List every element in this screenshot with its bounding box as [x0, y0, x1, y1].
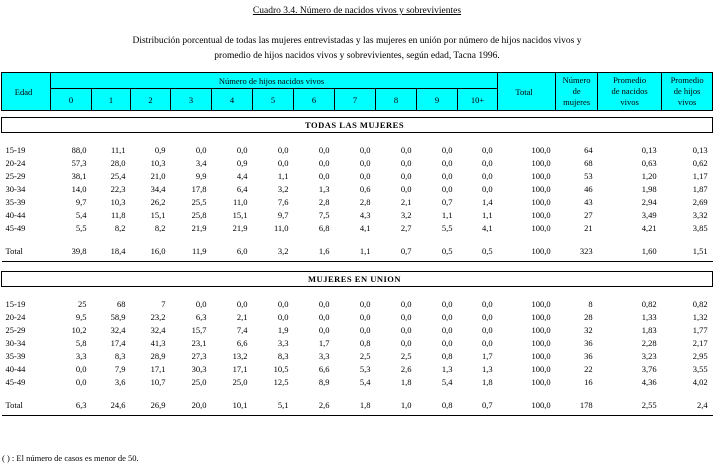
value-cell: 1,1 [481, 209, 493, 220]
value-cell: 0,8 [441, 350, 453, 361]
value-cell: 1,8 [359, 399, 371, 410]
value-cell: 88,0 [71, 144, 87, 155]
value-cell: 6,6 [318, 363, 330, 374]
table-row [2, 143, 713, 156]
value-cell: 1,8 [400, 376, 412, 387]
table-title: Cuadro 3.4. Número de nacidos vivos y sobrevivientes [252, 6, 462, 16]
age-cell: 20-24 [5, 157, 26, 168]
value-cell: 2,1 [236, 311, 248, 322]
value-cell: 0,0 [481, 144, 493, 155]
value-cell: 2,1 [400, 196, 412, 207]
value-cell: 16,0 [150, 245, 166, 256]
value-cell: 9,7 [277, 209, 289, 220]
age-cell: 15-19 [5, 298, 26, 309]
value-cell: 1,6 [318, 245, 330, 256]
value-cell: 15,1 [150, 209, 166, 220]
age-cell: Total [5, 399, 23, 410]
table-row [2, 221, 713, 234]
age-cell: 45-49 [5, 222, 26, 233]
value-cell: 0,0 [277, 298, 289, 309]
prom-nacidos-cell: 1,98 [641, 183, 657, 194]
total-cell: 100,0 [531, 144, 551, 155]
n-cell: 46 [584, 183, 593, 194]
value-cell: 0,0 [441, 183, 453, 194]
subtitle-line-1: Distribución porcentual de todas las mujeres entrevistadas y las mujeres en unión por número de hijos nacidos vivos y [132, 36, 582, 46]
prom-nacidos-cell: 3,23 [641, 350, 657, 361]
value-cell: 0,0 [195, 298, 207, 309]
value-cell: 22,3 [110, 183, 126, 194]
prom-nacidos-cell: 1,20 [641, 170, 657, 181]
value-cell: 3,2 [400, 209, 412, 220]
value-cell: 1,3 [481, 363, 493, 374]
value-cell: 0,0 [318, 324, 330, 335]
value-cell: 0,6 [359, 183, 371, 194]
header-child-2: 2 [131, 89, 171, 111]
value-cell: 0,0 [277, 157, 289, 168]
value-cell: 0,0 [481, 157, 493, 168]
header-child-10: 10+ [458, 89, 498, 111]
value-cell: 0,0 [277, 311, 289, 322]
prom-hijos-cell: 2,4 [696, 399, 708, 410]
value-cell: 14,0 [71, 183, 87, 194]
value-cell: 4,1 [359, 222, 371, 233]
value-cell: 0,7 [441, 196, 453, 207]
n-cell: 8 [588, 298, 593, 309]
prom-hijos-cell: 1,51 [692, 245, 708, 256]
value-cell: 8,2 [114, 222, 126, 233]
value-cell: 2,6 [318, 399, 330, 410]
value-cell: 25,8 [191, 209, 207, 220]
value-cell: 28,9 [150, 350, 166, 361]
n-cell: 16 [584, 376, 593, 387]
value-cell: 0,5 [481, 245, 493, 256]
total-cell: 100,0 [531, 298, 551, 309]
value-cell: 11,0 [232, 196, 248, 207]
value-cell: 32,4 [110, 324, 126, 335]
value-cell: 0,0 [441, 311, 453, 322]
prom-nacidos-cell: 0,82 [641, 298, 657, 309]
value-cell: 5,3 [359, 363, 371, 374]
table-row [2, 349, 713, 362]
value-cell: 0,8 [441, 399, 453, 410]
value-cell: 6,4 [236, 183, 248, 194]
section-header: MUJERES EN UNION [2, 272, 713, 287]
value-cell: 0,0 [318, 144, 330, 155]
header-child-5: 5 [253, 89, 294, 111]
value-cell: 5,5 [75, 222, 87, 233]
table-row [2, 169, 713, 182]
value-cell: 17,1 [150, 363, 166, 374]
n-cell: 27 [584, 209, 593, 220]
footnote: ( ) : El número de casos es menor de 50. [2, 453, 139, 463]
age-cell: 15-19 [5, 144, 26, 155]
value-cell: 0,7 [400, 245, 412, 256]
table-row [2, 195, 713, 208]
value-cell: 11,0 [273, 222, 289, 233]
prom-nacidos-cell: 2,94 [641, 196, 657, 207]
value-cell: 0,7 [481, 399, 493, 410]
prom-hijos-cell: 2,69 [692, 196, 708, 207]
n-cell: 21 [584, 222, 593, 233]
header-edad: Edad [2, 73, 51, 111]
value-cell: 0,0 [400, 298, 412, 309]
prom-nacidos-cell: 0,63 [641, 157, 657, 168]
value-cell: 1,1 [441, 209, 453, 220]
total-cell: 100,0 [531, 245, 551, 256]
prom-hijos-cell: 4,02 [692, 376, 708, 387]
age-cell: 25-29 [5, 324, 26, 335]
value-cell: 0,0 [481, 337, 493, 348]
value-cell: 1,3 [441, 363, 453, 374]
age-cell: Total [5, 245, 23, 256]
value-cell: 15,1 [232, 209, 248, 220]
table-row [2, 323, 713, 336]
table-row [2, 310, 713, 323]
value-cell: 25,5 [191, 196, 207, 207]
total-cell: 100,0 [531, 196, 551, 207]
value-cell: 10,7 [150, 376, 166, 387]
value-cell: 27,3 [191, 350, 207, 361]
age-cell: 40-44 [5, 363, 26, 374]
prom-nacidos-cell: 4,36 [641, 376, 657, 387]
table-row [2, 182, 713, 195]
table-row [2, 362, 713, 375]
value-cell: 0,0 [400, 144, 412, 155]
value-cell: 2,8 [359, 196, 371, 207]
value-cell: 2,5 [400, 350, 412, 361]
value-cell: 0,0 [359, 311, 371, 322]
prom-hijos-cell: 2,95 [692, 350, 708, 361]
n-cell: 36 [584, 350, 593, 361]
value-cell: 6,8 [318, 222, 330, 233]
value-cell: 1,3 [318, 183, 330, 194]
value-cell: 24,6 [110, 399, 126, 410]
header-child-7: 7 [335, 89, 376, 111]
age-cell: 40-44 [5, 209, 26, 220]
value-cell: 32,4 [150, 324, 166, 335]
value-cell: 2,5 [359, 350, 371, 361]
value-cell: 6,0 [236, 245, 248, 256]
table-row [2, 208, 713, 221]
prom-nacidos-cell: 3,76 [641, 363, 657, 374]
value-cell: 3,2 [277, 183, 289, 194]
n-cell: 323 [579, 245, 593, 256]
n-cell: 22 [584, 363, 593, 374]
value-cell: 1,7 [481, 350, 493, 361]
value-cell: 9,5 [75, 311, 87, 322]
value-cell: 0,0 [400, 311, 412, 322]
n-cell: 178 [579, 399, 593, 410]
value-cell: 10,3 [110, 196, 126, 207]
value-cell: 1,4 [481, 196, 493, 207]
value-cell: 3,3 [318, 350, 330, 361]
value-cell: 1,9 [277, 324, 289, 335]
header-group: Número de hijos nacidos vivos [51, 73, 498, 89]
value-cell: 0,0 [481, 324, 493, 335]
total-cell: 100,0 [531, 350, 551, 361]
value-cell: 0,0 [441, 170, 453, 181]
value-cell: 25,0 [191, 376, 207, 387]
header-child-6: 6 [294, 89, 335, 111]
age-cell: 30-34 [5, 337, 26, 348]
value-cell: 26,9 [150, 399, 166, 410]
value-cell: 2,8 [318, 196, 330, 207]
prom-hijos-cell: 1,32 [692, 311, 708, 322]
value-cell: 41,3 [150, 337, 166, 348]
total-cell: 100,0 [531, 222, 551, 233]
total-row [2, 398, 713, 411]
value-cell: 0,9 [154, 144, 166, 155]
value-cell: 8,2 [154, 222, 166, 233]
value-cell: 10,2 [71, 324, 87, 335]
value-cell: 0,0 [359, 157, 371, 168]
header-child-8: 8 [376, 89, 417, 111]
total-cell: 100,0 [531, 363, 551, 374]
value-cell: 39,8 [71, 245, 87, 256]
total-cell: 100,0 [531, 376, 551, 387]
value-cell: 21,9 [191, 222, 207, 233]
value-cell: 6,3 [195, 311, 207, 322]
value-cell: 28,0 [110, 157, 126, 168]
value-cell: 10,5 [273, 363, 289, 374]
total-cell: 100,0 [531, 170, 551, 181]
age-cell: 35-39 [5, 196, 26, 207]
value-cell: 1,8 [481, 376, 493, 387]
value-cell: 0,0 [318, 311, 330, 322]
value-cell: 18,4 [110, 245, 126, 256]
value-cell: 0,0 [359, 324, 371, 335]
n-cell: 64 [584, 144, 593, 155]
header-total: Total [498, 73, 556, 111]
prom-nacidos-cell: 1,33 [641, 311, 657, 322]
value-cell: 0,0 [359, 170, 371, 181]
prom-hijos-cell: 1,87 [692, 183, 708, 194]
table-row [2, 336, 713, 349]
prom-nacidos-cell: 0,13 [641, 144, 657, 155]
total-cell: 100,0 [531, 399, 551, 410]
value-cell: 25 [78, 298, 87, 309]
prom-hijos-cell: 2,17 [692, 337, 708, 348]
value-cell: 1,7 [318, 337, 330, 348]
total-cell: 100,0 [531, 183, 551, 194]
value-cell: 25,4 [110, 170, 126, 181]
prom-hijos-cell: 3,85 [692, 222, 708, 233]
value-cell: 30,3 [191, 363, 207, 374]
n-cell: 28 [584, 311, 593, 322]
age-cell: 45-49 [5, 376, 26, 387]
value-cell: 1,1 [277, 170, 289, 181]
table-row [2, 156, 713, 169]
age-cell: 20-24 [5, 311, 26, 322]
value-cell: 10,3 [150, 157, 166, 168]
value-cell: 7,6 [277, 196, 289, 207]
prom-nacidos-cell: 1,83 [641, 324, 657, 335]
total-cell: 100,0 [531, 157, 551, 168]
header-prom-hijos: Promedio de hijos vivos [662, 73, 713, 111]
value-cell: 17,1 [232, 363, 248, 374]
value-cell: 4,1 [481, 222, 493, 233]
value-cell: 12,5 [273, 376, 289, 387]
value-cell: 3,6 [114, 376, 126, 387]
prom-hijos-cell: 1,17 [692, 170, 708, 181]
value-cell: 1,0 [400, 399, 412, 410]
header-prom-nacidos: Promedio de nacidos vivos [598, 73, 662, 111]
prom-hijos-cell: 0,82 [692, 298, 708, 309]
value-cell: 3,4 [195, 157, 207, 168]
value-cell: 10,1 [232, 399, 248, 410]
value-cell: 7,9 [114, 363, 126, 374]
value-cell: 0,0 [400, 337, 412, 348]
header-child-1: 1 [92, 89, 131, 111]
value-cell: 6,6 [236, 337, 248, 348]
value-cell: 68 [117, 298, 126, 309]
value-cell: 9,7 [75, 196, 87, 207]
value-cell: 4,3 [359, 209, 371, 220]
value-cell: 0,0 [318, 170, 330, 181]
prom-nacidos-cell: 2,55 [641, 399, 657, 410]
value-cell: 11,9 [191, 245, 207, 256]
value-cell: 2,6 [400, 363, 412, 374]
value-cell: 0,0 [400, 157, 412, 168]
value-cell: 0,0 [441, 324, 453, 335]
prom-hijos-cell: 0,62 [692, 157, 708, 168]
header-child-0: 0 [51, 89, 92, 111]
total-row [2, 244, 713, 257]
prom-hijos-cell: 0,13 [692, 144, 708, 155]
total-cell: 100,0 [531, 324, 551, 335]
value-cell: 3,3 [75, 350, 87, 361]
total-cell: 100,0 [531, 209, 551, 220]
prom-hijos-cell: 1,77 [692, 324, 708, 335]
value-cell: 0,0 [318, 157, 330, 168]
table-subtitle [0, 34, 714, 64]
value-cell: 6,3 [75, 399, 87, 410]
value-cell: 8,3 [114, 350, 126, 361]
value-cell: 5,8 [75, 337, 87, 348]
value-cell: 0,0 [481, 298, 493, 309]
prom-hijos-cell: 3,32 [692, 209, 708, 220]
value-cell: 3,3 [277, 337, 289, 348]
age-cell: 35-39 [5, 350, 26, 361]
value-cell: 57,3 [71, 157, 87, 168]
n-cell: 36 [584, 337, 593, 348]
value-cell: 0,0 [236, 298, 248, 309]
n-cell: 68 [584, 157, 593, 168]
value-cell: 0,0 [236, 144, 248, 155]
header-num-mujeres: Número de mujeres [556, 73, 598, 111]
value-cell: 0,8 [359, 337, 371, 348]
value-cell: 17,8 [191, 183, 207, 194]
value-cell: 2,7 [400, 222, 412, 233]
header-child-9: 9 [417, 89, 458, 111]
value-cell: 4,4 [236, 170, 248, 181]
subtitle-line-2: promedio de hijos nacidos vivos y sobrevivientes, según edad, Tacna 1996. [214, 51, 500, 61]
value-cell: 38,1 [71, 170, 87, 181]
header-child-3: 3 [171, 89, 212, 111]
value-cell: 0,0 [481, 183, 493, 194]
value-cell: 1,1 [359, 245, 371, 256]
value-cell: 11,8 [110, 209, 126, 220]
value-cell: 0,0 [400, 324, 412, 335]
prom-nacidos-cell: 2,28 [641, 337, 657, 348]
value-cell: 0,5 [441, 245, 453, 256]
value-cell: 13,2 [232, 350, 248, 361]
n-cell: 32 [584, 324, 593, 335]
value-cell: 23,1 [191, 337, 207, 348]
prom-nacidos-cell: 1,60 [641, 245, 657, 256]
value-cell: 0,0 [481, 170, 493, 181]
value-cell: 20,0 [191, 399, 207, 410]
value-cell: 0,0 [277, 144, 289, 155]
value-cell: 5,5 [441, 222, 453, 233]
value-cell: 0,0 [481, 311, 493, 322]
total-cell: 100,0 [531, 311, 551, 322]
value-cell: 9,9 [195, 170, 207, 181]
prom-nacidos-cell: 3,49 [641, 209, 657, 220]
value-cell: 0,9 [236, 157, 248, 168]
total-cell: 100,0 [531, 337, 551, 348]
table-row [2, 375, 713, 388]
value-cell: 0,0 [75, 363, 87, 374]
value-cell: 15,7 [191, 324, 207, 335]
value-cell: 11,1 [110, 144, 126, 155]
value-cell: 26,2 [150, 196, 166, 207]
value-cell: 7,4 [236, 324, 248, 335]
age-cell: 25-29 [5, 170, 26, 181]
value-cell: 58,9 [110, 311, 126, 322]
value-cell: 0,0 [318, 298, 330, 309]
value-cell: 5,4 [75, 209, 87, 220]
age-cell: 30-34 [5, 183, 26, 194]
value-cell: 5,4 [359, 376, 371, 387]
value-cell: 8,3 [277, 350, 289, 361]
value-cell: 21,9 [232, 222, 248, 233]
value-cell: 0,0 [359, 144, 371, 155]
value-cell: 7 [161, 298, 166, 309]
value-cell: 21,0 [150, 170, 166, 181]
value-cell: 0,0 [400, 170, 412, 181]
value-cell: 7,5 [318, 209, 330, 220]
n-cell: 53 [584, 170, 593, 181]
value-cell: 3,2 [277, 245, 289, 256]
section-header: TODAS LAS MUJERES [2, 118, 713, 133]
value-cell: 23,2 [150, 311, 166, 322]
value-cell: 0,0 [195, 144, 207, 155]
value-cell: 0,0 [441, 157, 453, 168]
value-cell: 25,0 [232, 376, 248, 387]
value-cell: 17,4 [110, 337, 126, 348]
value-cell: 0,0 [359, 298, 371, 309]
value-cell: 5,1 [277, 399, 289, 410]
value-cell: 8,9 [318, 376, 330, 387]
value-cell: 0,0 [400, 183, 412, 194]
value-cell: 34,4 [150, 183, 166, 194]
prom-nacidos-cell: 4,21 [641, 222, 657, 233]
n-cell: 43 [584, 196, 593, 207]
value-cell: 0,0 [441, 144, 453, 155]
prom-hijos-cell: 3,55 [692, 363, 708, 374]
data-table [1, 72, 713, 416]
value-cell: 5,4 [441, 376, 453, 387]
header-child-4: 4 [212, 89, 253, 111]
value-cell: 0,0 [75, 376, 87, 387]
value-cell: 0,0 [441, 298, 453, 309]
value-cell: 0,0 [441, 337, 453, 348]
table-row [2, 297, 713, 310]
